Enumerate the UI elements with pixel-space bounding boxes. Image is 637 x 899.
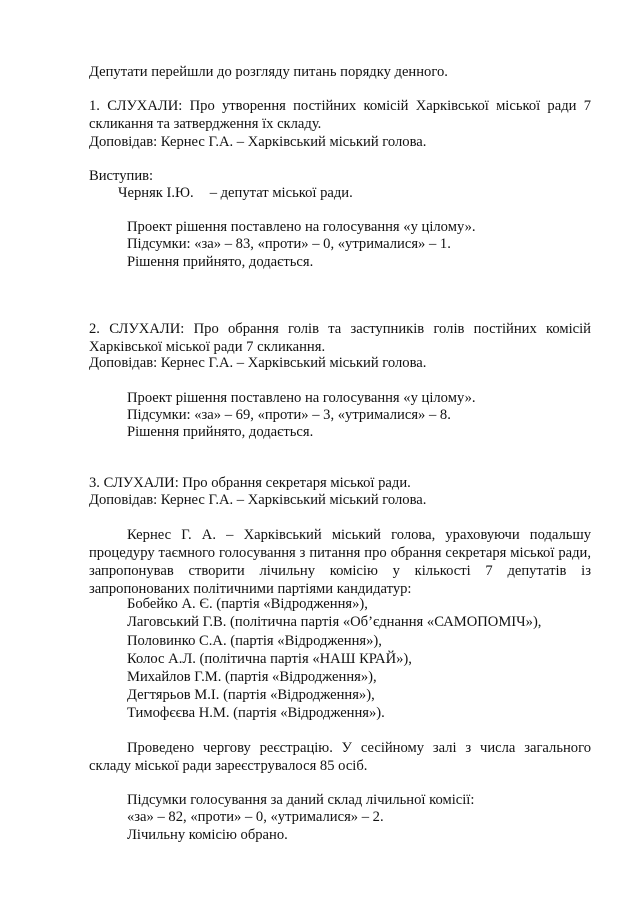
item3-reporter: Доповідав: Кернес Г.А. – Харківський міський голова. [89,492,427,508]
candidate-item: Лаговський Г.В. (політична партія «Об’єднання «САМОПОМІЧ»), [127,614,542,630]
item1-speeches-label: Виступив: [89,168,154,184]
item2-vote-intro: Проект рішення поставлено на голосування «у цілому». [127,390,476,406]
item2-vote-results: Підсумки: «за» – 69, «проти» – 3, «утрималися» – 8. [127,407,451,423]
item3-heading: 3. СЛУХАЛИ: Про обрання секретаря міської ради. [89,475,411,491]
item2-reporter: Доповідав: Кернес Г.А. – Харківський міський голова. [89,355,427,371]
item2-heading: 2. СЛУХАЛИ: Про обрання голів та заступників голів постійних комісій Харківської міської ради 7 скликання. [89,321,591,355]
candidate-item: Половинко С.А. (партія «Відродження»), [127,633,382,649]
item3-paragraph: Кернес Г. А. – Харківський міський голова, ураховуючи подальшу процедуру таємного голосування з питання про обрання секретаря міської ради, запропонував створити лічильну комісію у кількості 7 депутатів із запропонованих політичними партіями кандидатур: [89,527,591,597]
item1-vote-results: Підсумки: «за» – 83, «проти» – 0, «утрималися» – 1. [127,236,451,252]
candidate-item: Дегтярьов М.І. (партія «Відродження»), [127,687,375,703]
speaker-role: – депутат міської ради. [209,185,353,201]
item1-speaker [118,184,353,202]
commission-decision: Лічильну комісію обрано. [127,827,288,843]
speaker-name: Черняк І.Ю. [118,185,194,201]
commission-vote-results: «за» – 82, «проти» – 0, «утрималися» – 2. [127,809,384,825]
item2-decision: Рішення прийнято, додається. [127,424,314,440]
candidate-item: Колос А.Л. (політична партія «НАШ КРАЙ»), [127,651,412,667]
item1-vote-intro: Проект рішення поставлено на голосування «у цілому». [127,219,476,235]
commission-vote-intro: Підсумки голосування за даний склад лічильної комісії: [127,792,475,808]
item1-heading: 1. СЛУХАЛИ: Про утворення постійних комісій Харківської міської ради 7 скликання та затвердження їх складу. [89,98,591,132]
candidate-item: Тимофєєва Н.М. (партія «Відродження»). [127,705,385,721]
item1-reporter: Доповідав: Кернес Г.А. – Харківський міський голова. [89,134,427,150]
candidate-item: Бобейко А. Є. (партія «Відродження»), [127,596,368,612]
item3-registration: Проведено чергову реєстрацію. У сесійному залі з числа загального складу міської ради зареєструвалося 85 осіб. [89,740,591,774]
candidate-item: Михайлов Г.М. (партія «Відродження»), [127,669,377,685]
intro-line: Депутати перейшли до розгляду питань порядку денного. [89,64,448,80]
item1-decision: Рішення прийнято, додається. [127,254,314,270]
